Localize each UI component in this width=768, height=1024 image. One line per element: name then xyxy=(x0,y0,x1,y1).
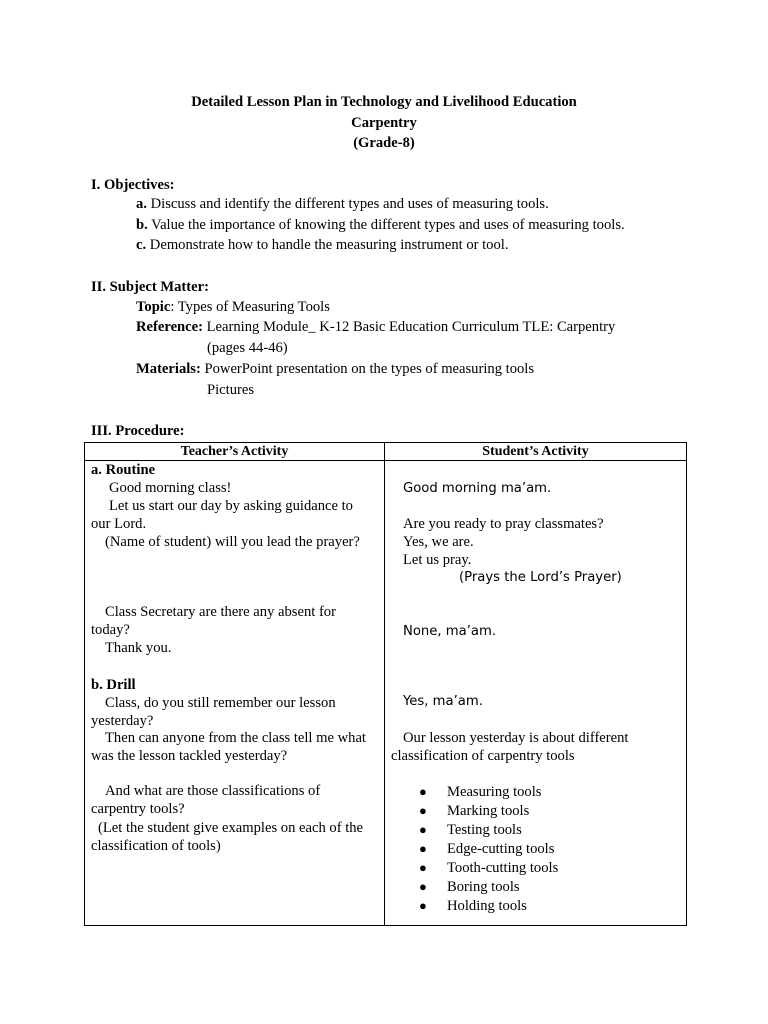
teacher-line: yesterday? xyxy=(91,713,154,729)
student-activity-cell xyxy=(385,461,687,926)
teacher-line: Good morning class! xyxy=(109,480,232,496)
student-line: Good morning ma’am. xyxy=(403,481,552,496)
objective-text: Value the importance of knowing the different types and uses of measuring tools. xyxy=(151,217,625,233)
reference-line xyxy=(136,319,615,336)
teacher-activity-header: Teacher’s Activity xyxy=(85,443,385,461)
document-subject: Carpentry xyxy=(351,115,417,131)
bullet-icon: ● xyxy=(419,860,427,875)
objective-text: Discuss and identify the different types and uses of measuring tools. xyxy=(150,196,549,212)
objective-c xyxy=(136,237,508,254)
subject-matter-heading: II. Subject Matter: xyxy=(91,279,209,295)
bullet-icon: ● xyxy=(419,898,427,913)
list-item-label: Tooth-cutting tools xyxy=(447,860,559,876)
bullet-icon: ● xyxy=(419,841,427,856)
objective-letter: a. xyxy=(136,196,147,212)
list-item-label: Measuring tools xyxy=(447,784,542,800)
drill-heading: b. Drill xyxy=(91,677,136,693)
document-title: Detailed Lesson Plan in Technology and Livelihood Education xyxy=(191,94,577,110)
reference-label: Reference: xyxy=(136,319,203,335)
objective-a xyxy=(136,196,549,213)
teacher-line: Then can anyone from the class tell me what xyxy=(105,730,366,746)
procedure-table xyxy=(84,442,687,926)
objectives-heading: I. Objectives: xyxy=(91,177,175,193)
teacher-line: Thank you. xyxy=(105,640,172,656)
student-line: Our lesson yesterday is about different xyxy=(403,730,629,746)
topic-value: : Types of Measuring Tools xyxy=(170,299,330,315)
reference-value: Learning Module_ K-12 Basic Education Curriculum TLE: Carpentry xyxy=(202,319,616,335)
teacher-line: (Let the student give examples on each of the xyxy=(98,820,364,836)
student-line: Are you ready to pray classmates? xyxy=(403,516,604,532)
teacher-line: was the lesson tackled yesterday? xyxy=(91,748,288,764)
teacher-line: our Lord. xyxy=(91,516,147,532)
teacher-activity-cell xyxy=(85,461,385,926)
materials-label: Materials: xyxy=(136,361,201,377)
list-item-label: Boring tools xyxy=(447,879,520,895)
student-line: None, ma’am. xyxy=(403,624,497,639)
teacher-line: (Name of student) will you lead the prayer? xyxy=(105,534,360,550)
bullet-icon: ● xyxy=(419,822,427,837)
list-item-label: Edge-cutting tools xyxy=(447,841,555,857)
list-item-label: Testing tools xyxy=(447,822,522,838)
table-row xyxy=(85,461,687,926)
objective-b xyxy=(136,217,625,234)
bullet-icon: ● xyxy=(419,784,427,799)
teacher-line: today? xyxy=(91,622,130,638)
list-item-label: Marking tools xyxy=(447,803,530,819)
materials-value: PowerPoint presentation on the types of measuring tools xyxy=(200,361,535,377)
student-line: classification of carpentry tools xyxy=(391,748,575,764)
procedure-heading: III. Procedure: xyxy=(91,423,185,439)
list-item-label: Holding tools xyxy=(447,898,527,914)
materials-extra: Pictures xyxy=(207,382,255,398)
document-grade: (Grade-8) xyxy=(353,135,415,151)
student-line: Yes, we are. xyxy=(403,534,474,550)
objective-letter: b. xyxy=(136,217,148,233)
student-line: Yes, ma’am. xyxy=(403,694,483,709)
bullet-icon: ● xyxy=(419,803,427,818)
student-activity-header: Student’s Activity xyxy=(385,443,687,461)
teacher-line: classification of tools) xyxy=(91,838,221,854)
table-header-row xyxy=(85,443,687,461)
student-line: Let us pray. xyxy=(403,552,472,568)
student-line: (Prays the Lord’s Prayer) xyxy=(459,570,622,585)
reference-pages: (pages 44-46) xyxy=(207,340,288,356)
topic-label: Topic xyxy=(136,299,171,315)
bullet-icon: ● xyxy=(419,879,427,894)
teacher-line: Let us start our day by asking guidance to xyxy=(109,498,353,514)
objective-text: Demonstrate how to handle the measuring instrument or tool. xyxy=(149,237,509,253)
teacher-line: carpentry tools? xyxy=(91,801,185,817)
topic-line xyxy=(136,299,330,316)
teacher-line: Class Secretary are there any absent for xyxy=(105,604,336,620)
teacher-line: Class, do you still remember our lesson xyxy=(105,695,336,711)
routine-heading: a. Routine xyxy=(91,462,156,478)
objective-letter: c. xyxy=(136,237,147,253)
teacher-line: And what are those classifications of xyxy=(105,783,321,799)
materials-line xyxy=(136,361,534,378)
